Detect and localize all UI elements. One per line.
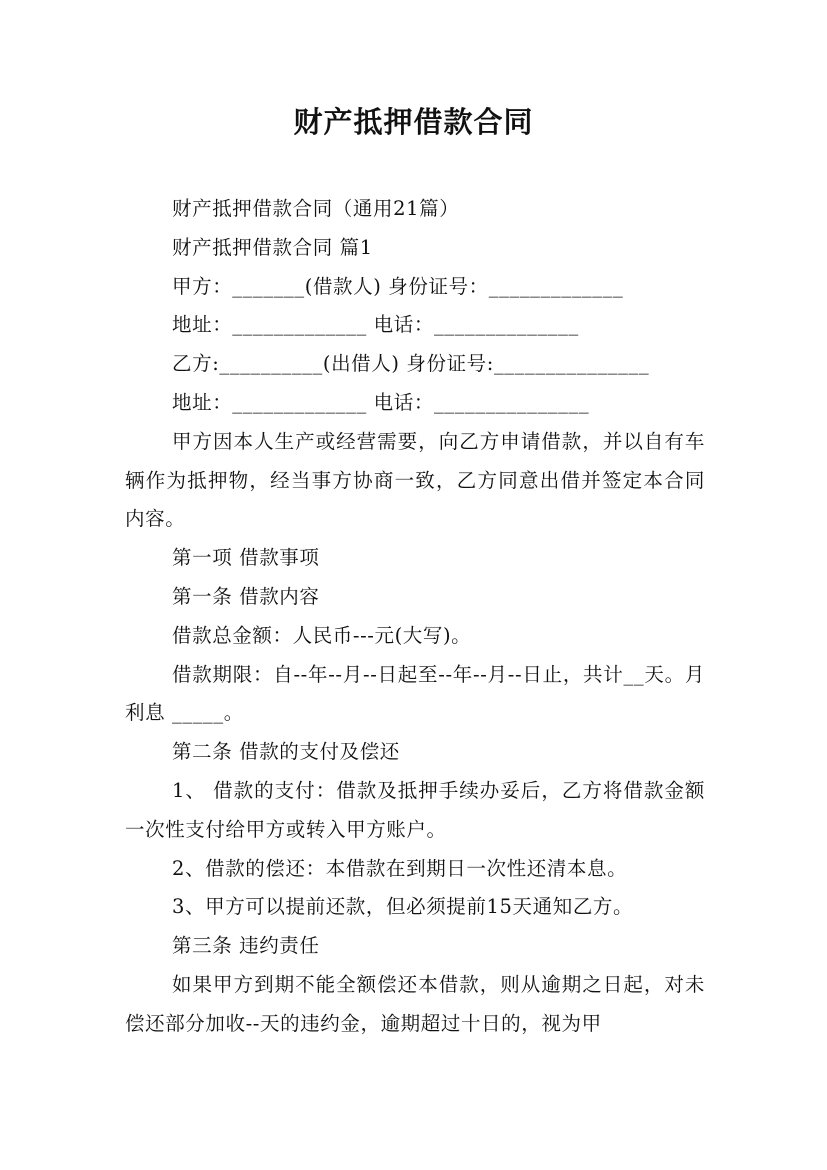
paragraph-loan-amount: 借款总金额：人民币---元(大写)。 (172, 623, 472, 647)
party-a-line: 甲方：_______(借款人) 身份证号：_____________ (172, 274, 624, 298)
party-a-address-line: 地址：_____________ 电话：______________ (172, 313, 579, 337)
paragraph-article-1: 第一条 借款内容 (172, 584, 320, 608)
paragraph-article-3: 第三条 违约责任 (172, 934, 320, 958)
paragraph-loan-term: 借款期限：自--年--月--日起至--年--月--日止，共计__天。月利息 _____。 (125, 662, 705, 725)
paragraph-early-repayment: 3、甲方可以提前还款，但必须提前15天通知乙方。 (172, 895, 634, 919)
paragraph-breach: 如果甲方到期不能全额偿还本借款，则从逾期之日起，对未偿还部分加收--天的违约金，逾期超过十日的，视为甲 (125, 972, 705, 1035)
document-title: 财产抵押借款合同 (293, 105, 534, 139)
party-b-line: 乙方:__________(出借人) 身份证号:_______________ (172, 352, 650, 376)
paragraph-payment: 1、 借款的支付：借款及抵押手续办妥后，乙方将借款金额一次性支付给甲方或转入甲方账户。 (125, 778, 705, 841)
paragraph-repayment: 2、借款的偿还：本借款在到期日一次性还清本息。 (172, 856, 628, 880)
paragraph-subtitle: 财产抵押借款合同（通用21篇） (172, 197, 460, 220)
paragraph-section-heading: 财产抵押借款合同 篇1 (172, 235, 373, 259)
document-body (125, 190, 705, 1044)
paragraph-preamble: 甲方因本人生产或经营需要，向乙方申请借款，并以自有车辆作为抵押物，经当事方协商一致，乙方同意出借并签定本合同内容。 (125, 429, 705, 531)
paragraph-article-2: 第二条 借款的支付及偿还 (172, 740, 400, 764)
party-b-address-line: 地址：_____________ 电话：_______________ (172, 390, 590, 414)
paragraph-item-1: 第一项 借款事项 (172, 546, 320, 570)
